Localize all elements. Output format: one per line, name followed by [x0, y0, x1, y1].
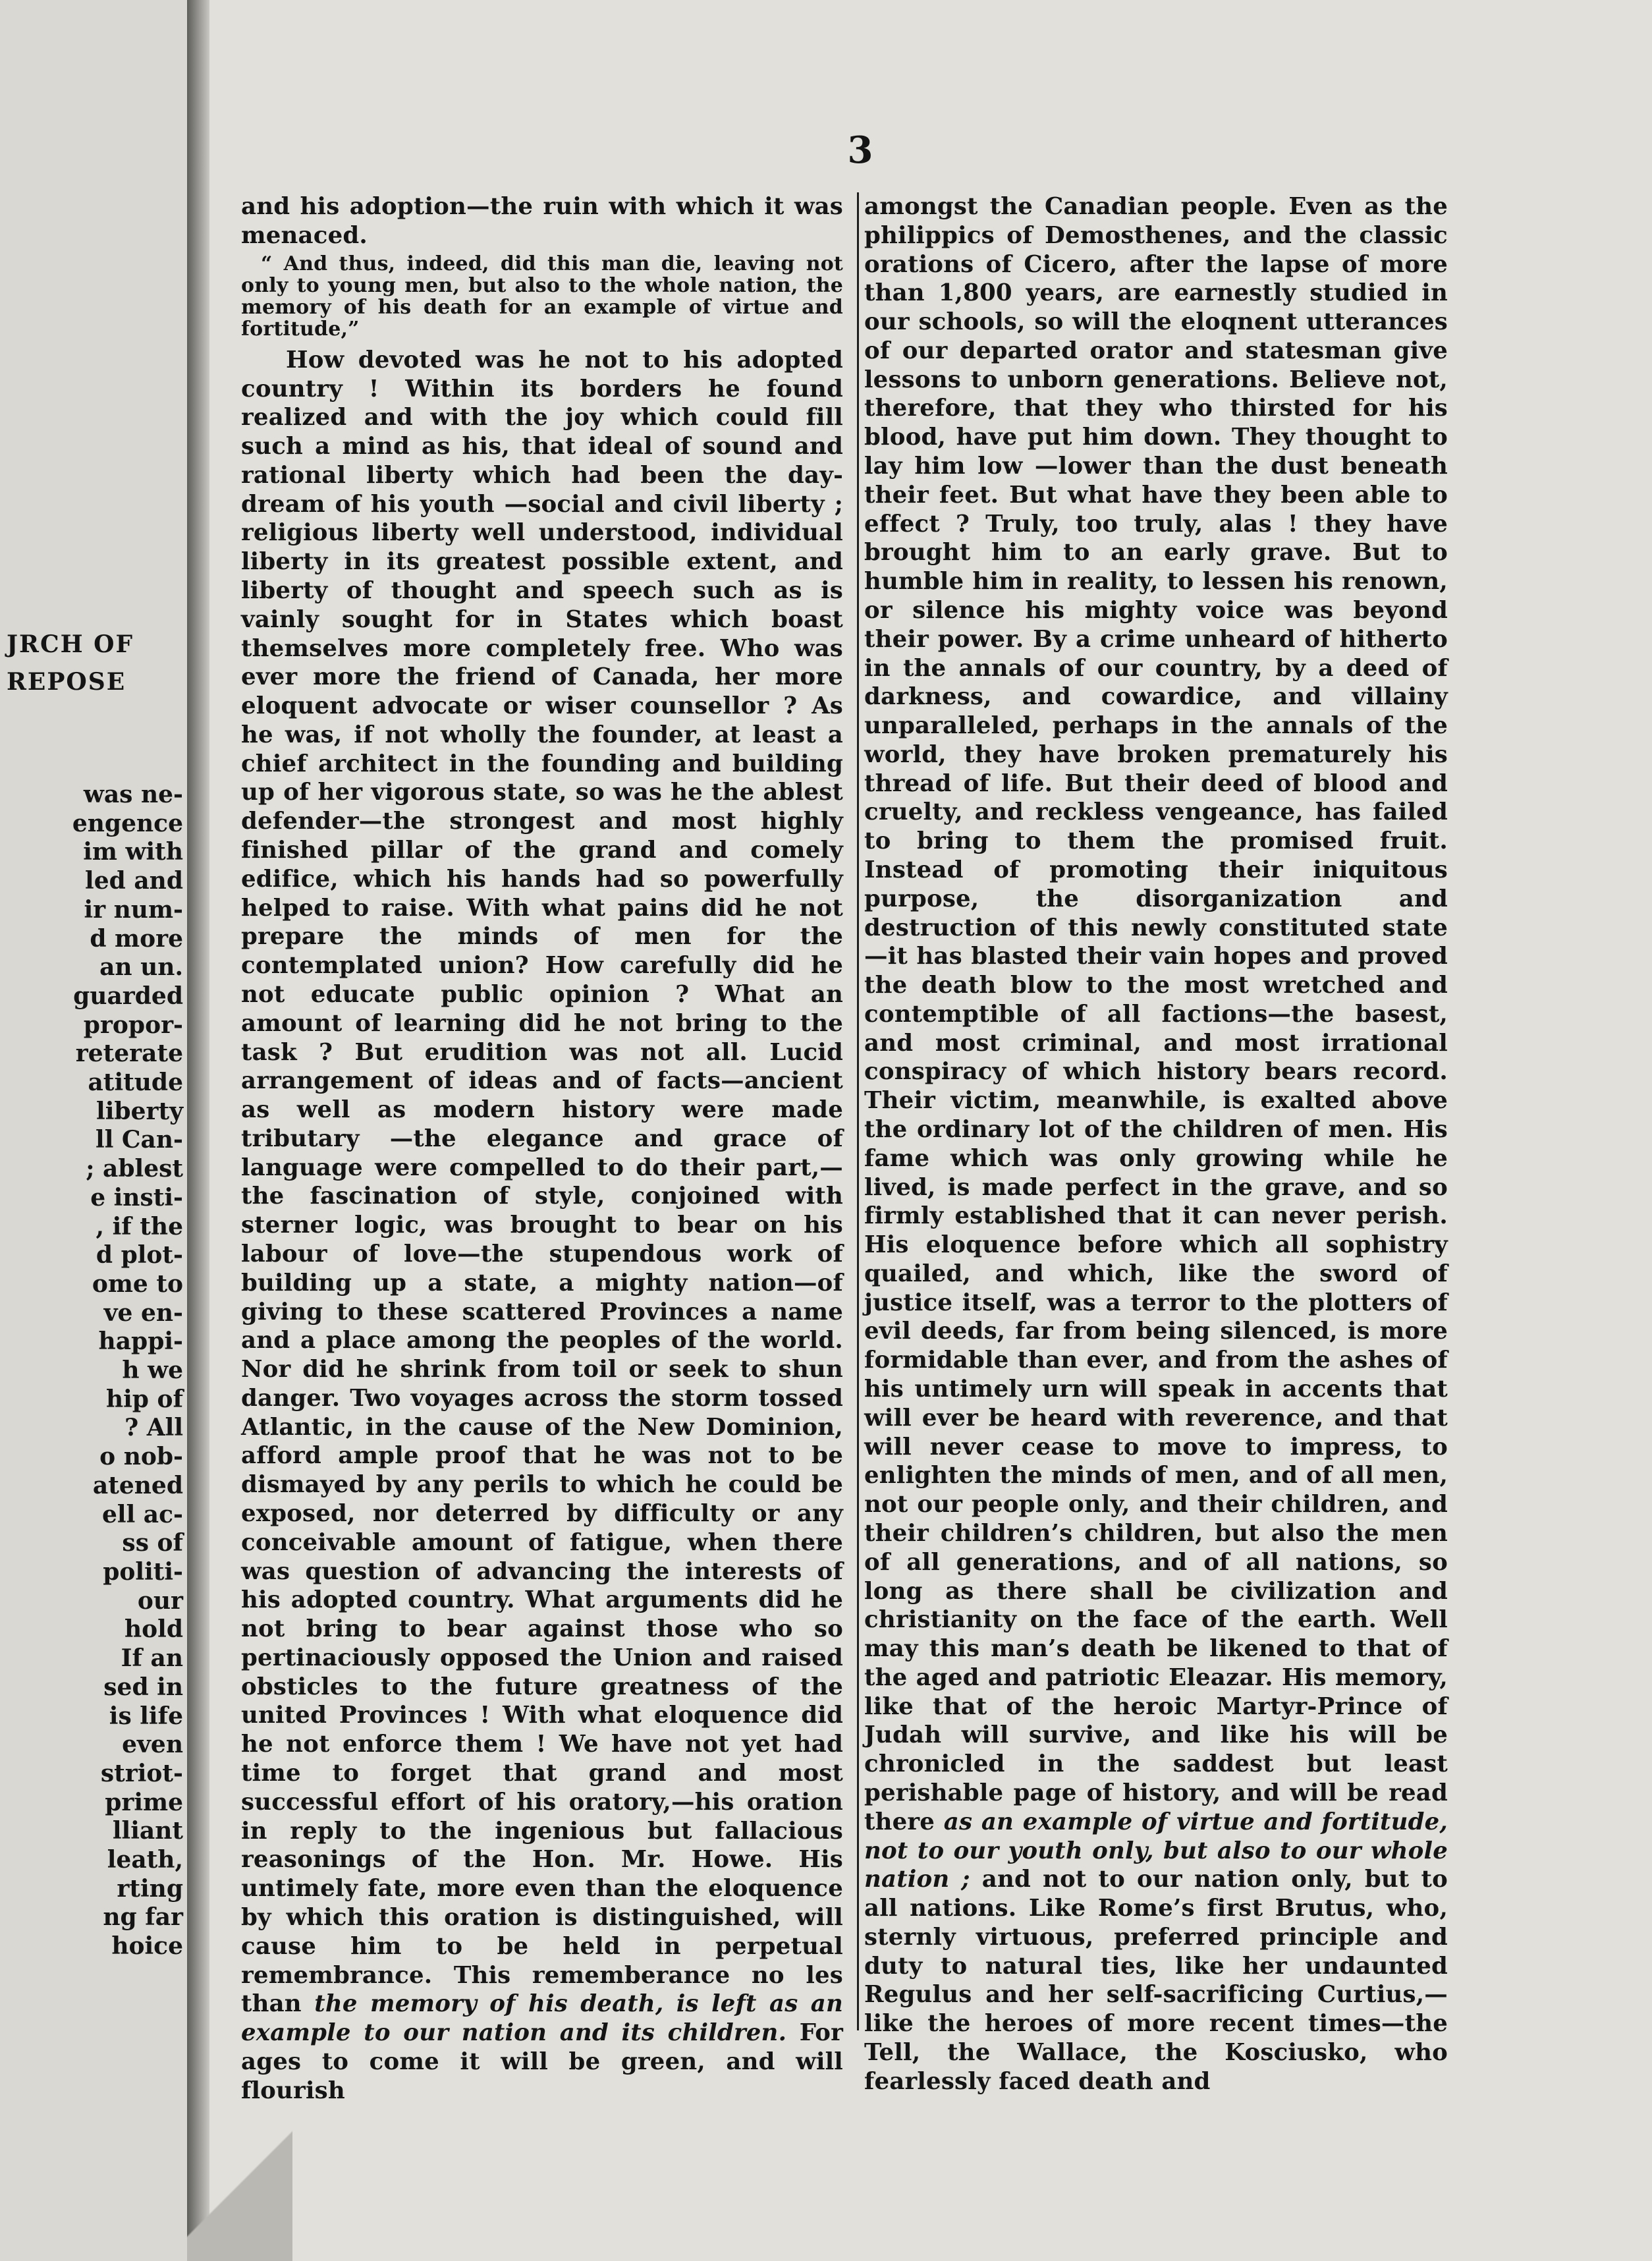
page-number: 3 [847, 128, 873, 172]
facing-page-fragment: ; ablest [86, 1155, 183, 1183]
book-gutter [187, 0, 209, 2261]
column-divider [857, 192, 859, 2030]
text-column-2 [864, 192, 1448, 2096]
facing-page-fragment: prime [105, 1788, 183, 1816]
facing-page-fragment: d more [90, 924, 183, 953]
facing-page-fragment: even [122, 1731, 183, 1759]
column-2-paragraph [864, 192, 1448, 2096]
facing-page [0, 0, 187, 2261]
column-1-body: How devoted was he not to his adopted country ! Within its borders he found realized and with the joy which could fill such a mind as his, that ideal of sound and rational liberty which had been the day-dream of his youth —social and civil liberty ; religious liberty well understood, individual liberty in its greatest possible extent, and liberty of thought and speech such as is vainly sought for in States which boast themselves more completely free. Who was ever more the friend of Canada, her more eloquent advocate or wiser counsellor ? As he was, if not wholly the founder, at least a chief architect in the founding and building up of her vigorous state, so was he the ablest defender—the strongest and most highly finished pillar of the grand and comely edifice, which his hands had so powerfully helped to raise. With what pains did he not prepare the minds of men for the contemplated union? How carefully did he not educate public opinion ? What an amount of learning did he not bring to the task ? But erudition was not all. Lucid arrangement of ideas and of facts—ancient as well as modern history were made tributary —the elegance and grace of language were compelled to do their part,—the fascination of style, conjoined with sterner logic, was brought to bear on his labour of love—the stupendous work of building up a state, a mighty nation—of giving to these scattered Provinces a name and a place among the peoples of the world. Nor did he shrink from toil or seek to shun danger. Two voyages across the storm tossed Atlantic, in the cause of the New Dominion, afford ample proof that he was not to be dismayed by any perils to which he could be exposed, nor deterred by difficulty or any conceivable amount of fatigue, when there was question of advancing the interests of his adopted country. What arguments did he not bring to bear against those who so pertinaciously opposed the Union and raised obsticles to the future greatness of the united Provinces ! With what eloquence did he not enforce them ! We have not yet had time to forget that grand and most successful effort of his oratory,—his oration in reply to the ingenious but fallacious reasonings of the Hon. Mr. Howe. His untimely fate, more even than the eloquence by which this oration is distinguished, will cause him to be held in perpetual remembrance. This rememberance no les than [241, 346, 843, 2018]
facing-page-fragment: e insti- [90, 1183, 183, 1212]
facing-page-fragment: lliant [112, 1817, 183, 1845]
facing-page-fragment: If an [121, 1644, 183, 1673]
facing-page-fragment: d plot- [96, 1241, 183, 1270]
facing-page-fragment: hoice [111, 1932, 183, 1961]
facing-page-fragment: ve en- [103, 1298, 183, 1327]
facing-page-fragment: ome to [92, 1270, 183, 1298]
column-1-italic-quote: the memory of his death, is left as an example to our nation and its children. [241, 1990, 843, 2047]
facing-page-fragment: propor- [83, 1011, 183, 1039]
facing-page-fragment: leath, [107, 1846, 183, 1874]
facing-page-fragment: is life [109, 1702, 183, 1730]
facing-page-fragment: im with [83, 838, 183, 866]
facing-page-fragment: ng far [103, 1903, 183, 1932]
facing-page-fragment: was ne- [83, 781, 183, 808]
facing-page-heading-1: JRCH OF [7, 630, 134, 658]
facing-page-text-fragments [0, 781, 187, 1961]
facing-page-fragment: ? All [124, 1414, 183, 1442]
text-column-1 [241, 192, 843, 2105]
column-1-paragraph [241, 346, 843, 2106]
column-2-closing: and not to our nation only, but to all nations. Like Rome’s first Brutus, who, sternly virtuous, preferred principle and duty to natural ties, like her undaunted Regulus and her self-sacrificing Curtius,—like the heroes of more recent times—the Tell, the Wallace, the Kosciusko, who fearlessly faced death and [864, 1866, 1448, 2095]
facing-page-fragment: striot- [100, 1759, 183, 1787]
facing-page-fragment: ell ac- [102, 1500, 183, 1528]
facing-page-fragment: atened [92, 1471, 183, 1499]
facing-page-fragment: hold [124, 1615, 183, 1644]
facing-page-fragment: hip of [105, 1385, 183, 1413]
facing-page-fragment: our [137, 1586, 183, 1615]
facing-page-fragment: h we [122, 1356, 183, 1385]
column-1-opening: and his adoption—the ruin with which it was menaced. [241, 193, 843, 249]
facing-page-fragment: sed in [103, 1673, 183, 1701]
facing-page-fragment: reterate [75, 1040, 183, 1068]
facing-page-fragment: guarded [73, 982, 183, 1010]
facing-page-fragment: , if the [96, 1212, 183, 1241]
facing-page-fragment: ll Can- [96, 1126, 183, 1154]
facing-page-heading-2: REPOSE [7, 668, 126, 696]
facing-page-fragment: an un. [99, 953, 183, 982]
facing-page-fragment: o nob- [99, 1443, 183, 1471]
facing-page-fragment: liberty [96, 1097, 183, 1125]
column-2-body: amongst the Canadian people. Even as the philippics of Demosthenes, and the classic orations of Cicero, after the lapse of more than 1,800 years, are earnestly studied in our schools, so will the eloqnent utterances of our departed orator and statesman give lessons to unborn generations. Believe not, therefore, that they who thirsted for his blood, have put him down. They thought to lay him low —lower than the dust beneath their feet. But what have they been able to effect ? Truly, too truly, alas ! they have brought him to an early grave. But to humble him in reality, to lessen his renown, or silence his mighty voice was beyond their power. By a crime unheard of hitherto in the annals of our country, by a deed of darkness, and cowardice, and villainy unparalleled, perhaps in the annals of the world, they have broken prematurely his thread of life. But their deed of blood and cruelty, and reckless vengeance, has failed to bring to them the promised fruit. Instead of promoting their iniquitous purpose, the disorganization and destruction of this newly constituted state—it has blasted their vain hopes and proved the death blow to the most wretched and contemptible of all factions—the basest, and most criminal, and most irrational conspiracy of which history bears record. Their victim, meanwhile, is exalted above the ordinary lot of the children of men. His fame which was only growing while he lived, is made perfect in the grave, and so firmly established that it can never perish. His eloquence before which all sophistry quailed, and which, like the sword of justice itself, was a terror to the plotters of evil deeds, far from being silenced, is more formidable than ever, and from the ashes of his untimely urn will speak in accents that will ever be heard with reverence, and that will never cease to move to impress, to enlighten the minds of men, and of all men, not our people only, and their children, and their children’s children, but also the men of all generations, and of all nations, so long as there shall be civilization and christianity on the face of the earth. Well may this man’s death be likened to that of the aged and patriotic Eleazar. His memory, like that of the heroic Martyr-Prince of Judah will survive, and like his will be chronicled in the saddest but least perishable page of history, and will be read there [864, 193, 1448, 1835]
column-1-quotation: “ And thus, indeed, did this man die, leaving not only to young men, but also to the whole nation, the memory of his death for an example of virtue and fortitude,” [241, 252, 843, 341]
facing-page-fragment: ir num- [84, 895, 183, 924]
facing-page-fragment: ss of [122, 1529, 183, 1557]
facing-page-fragment: led and [85, 867, 183, 895]
facing-page-fragment: engence [72, 809, 183, 837]
folded-page-corner [187, 2109, 292, 2261]
facing-page-fragment: politi- [103, 1557, 183, 1586]
facing-page-fragment: happi- [98, 1327, 183, 1356]
facing-page-fragment: atitude [88, 1069, 183, 1097]
facing-page-fragment: rting [117, 1874, 183, 1903]
column-2-italic-quote: as an example of virtue and fortitude, not to our youth only, but also to our whole nation ; [864, 1808, 1448, 1893]
column-1-closing: For ages to come it will be green, and will flourish [241, 2019, 843, 2104]
